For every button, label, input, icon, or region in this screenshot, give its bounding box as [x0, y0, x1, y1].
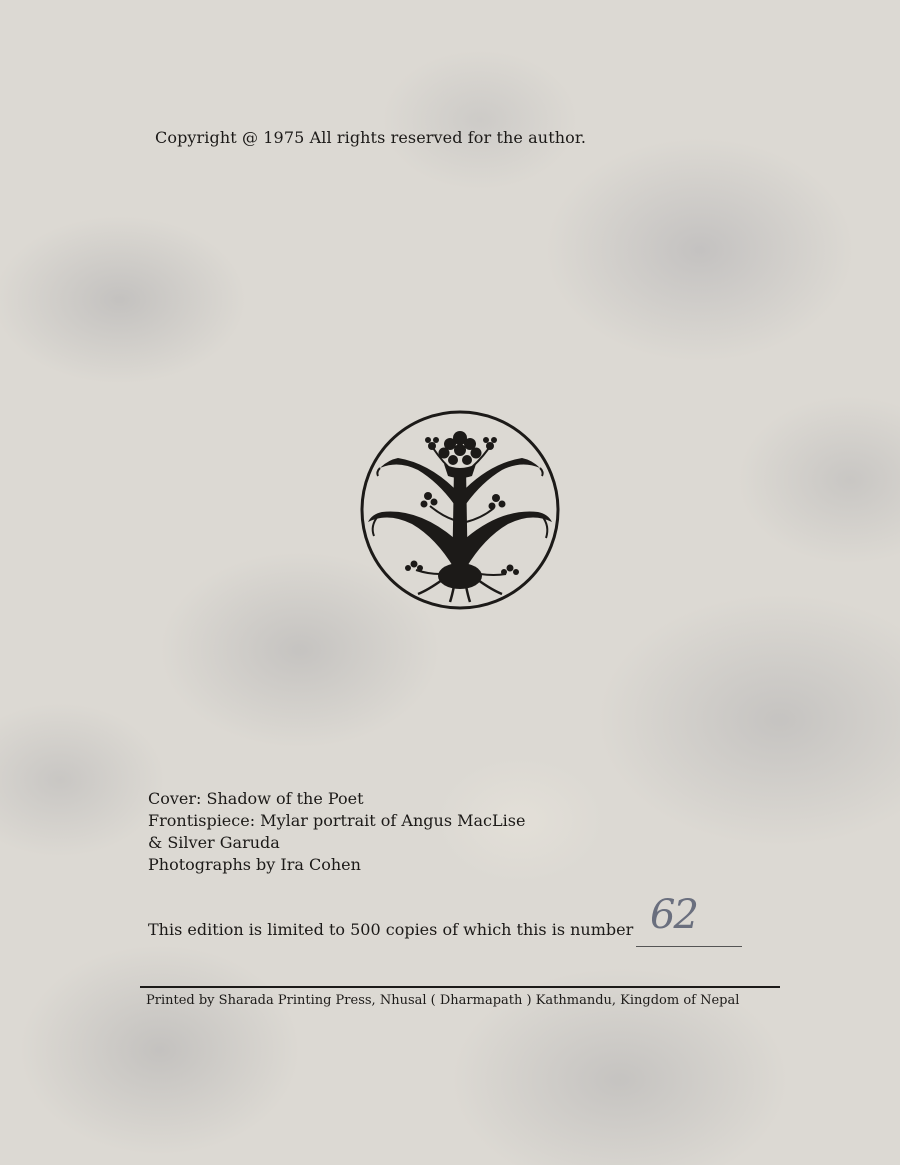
frontispiece-credit: Frontispiece: Mylar portrait of Angus MacLise — [148, 811, 526, 830]
horizontal-rule — [140, 986, 780, 988]
copyright-notice: Copyright @ 1975 All rights reserved for the author. — [155, 128, 587, 147]
flowering-plant-emblem-icon — [358, 408, 562, 612]
silver-garuda-credit: & Silver Garuda — [148, 833, 280, 852]
edition-number-underline — [636, 946, 742, 947]
printer-imprint: Printed by Sharada Printing Press, Nhusal ( Dharmapath ) Kathmandu, Kingdom of Nepal — [146, 993, 740, 1008]
credits-block — [148, 788, 525, 876]
cover-credit: Cover: Shadow of the Poet — [148, 789, 364, 808]
edition-statement: This edition is limited to 500 copies of which this is number — [148, 920, 634, 939]
handwritten-edition-number: 62 — [650, 892, 697, 938]
photographs-credit: Photographs by Ira Cohen — [148, 855, 361, 874]
